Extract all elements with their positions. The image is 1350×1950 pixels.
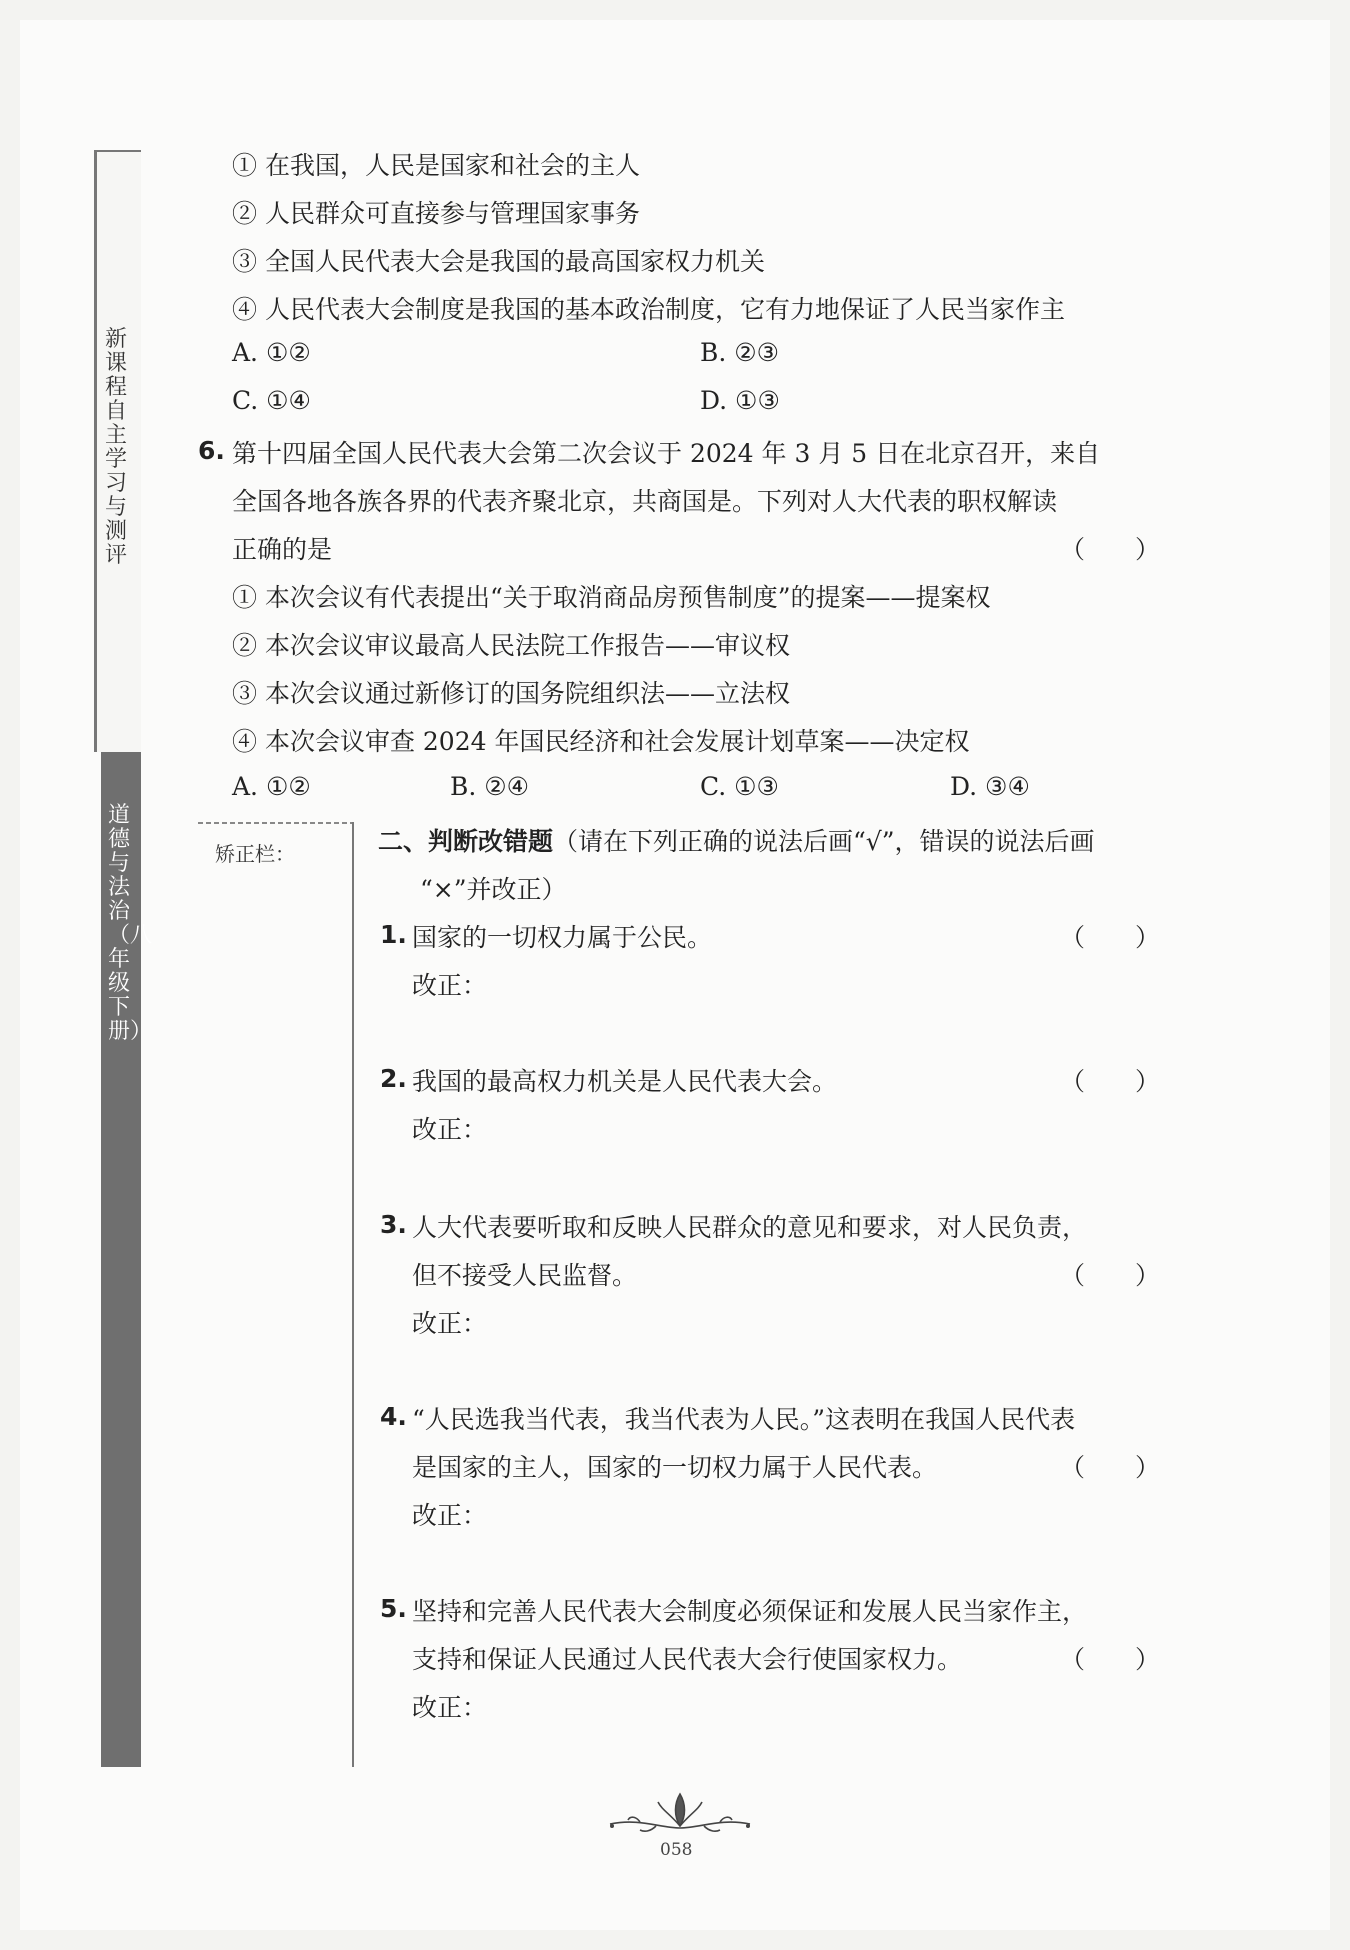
correction-column-rule xyxy=(352,822,354,1767)
book-series-title: 新课程自主学习与测评 xyxy=(105,327,128,568)
q6-option-c: C. ①③ xyxy=(700,772,779,801)
q6-item-1: ① 本次会议有代表提出“关于取消商品房预售制度”的提案——提案权 xyxy=(232,583,991,612)
page-number: 058 xyxy=(660,1840,693,1860)
judge-3-number: 3. xyxy=(380,1210,407,1239)
q5-item-2: ② 人民群众可直接参与管理国家事务 xyxy=(232,199,640,228)
judge-2-answer-blank: （ ） xyxy=(1060,1067,1161,1096)
q6-item-2: ② 本次会议审议最高人民法院工作报告——审议权 xyxy=(232,631,790,660)
judge-5-answer-blank: （ ） xyxy=(1060,1645,1161,1674)
judge-4-fix-label: 改正： xyxy=(412,1501,488,1530)
section2-heading xyxy=(378,822,1095,858)
judge-1-fix-label: 改正： xyxy=(412,971,488,1000)
judge-1-number: 1. xyxy=(380,920,407,949)
judge-4-line1: “人民选我当代表，我当代表为人民。”这表明在我国人民代表 xyxy=(412,1405,1076,1434)
judge-3-line1: 人大代表要听取和反映人民群众的意见和要求，对人民负责， xyxy=(412,1213,1088,1242)
correction-column-label: 矫正栏： xyxy=(215,842,295,866)
judge-4-answer-blank: （ ） xyxy=(1060,1453,1161,1482)
judge-4-number: 4. xyxy=(380,1402,407,1431)
q6-item-3: ③ 本次会议通过新修订的国务院组织法——立法权 xyxy=(232,679,790,708)
q5-item-4: ④ 人民代表大会制度是我国的基本政治制度，它有力地保证了人民当家作主 xyxy=(232,295,1065,324)
q6-stem-line2: 全国各地各族各界的代表齐聚北京，共商国是。下列对人大代表的职权解读 xyxy=(232,487,1058,516)
judge-4-line2: 是国家的主人，国家的一切权力属于人民代表。 xyxy=(412,1453,938,1482)
judge-5-line2: 支持和保证人民通过人民代表大会行使国家权力。 xyxy=(412,1645,963,1674)
q6-option-a: A. ①② xyxy=(232,772,311,801)
q5-option-d: D. ①③ xyxy=(700,386,780,415)
q5-item-3: ③ 全国人民代表大会是我国的最高国家权力机关 xyxy=(232,247,765,276)
judge-5-line1: 坚持和完善人民代表大会制度必须保证和发展人民当家作主， xyxy=(412,1597,1088,1626)
judge-3-fix-label: 改正： xyxy=(412,1309,488,1338)
judge-3-answer-blank: （ ） xyxy=(1060,1261,1161,1290)
section2-instruction-line1: （请在下列正确的说法后画“√”，错误的说法后画 xyxy=(553,827,1095,856)
q5-option-b: B. ②③ xyxy=(700,338,780,367)
judge-3-line2: 但不接受人民监督。 xyxy=(412,1261,638,1290)
q5-option-a: A. ①② xyxy=(232,338,311,367)
correction-divider xyxy=(198,822,354,824)
q6-answer-blank: （ ） xyxy=(1060,535,1161,564)
judge-2-fix-label: 改正： xyxy=(412,1115,488,1144)
judge-1-line1: 国家的一切权力属于公民。 xyxy=(412,923,713,952)
judge-2-number: 2. xyxy=(380,1064,407,1093)
section2-instruction-line2: “×”并改正） xyxy=(420,875,567,904)
q6-number: 6. xyxy=(198,436,225,465)
footer-ornament-icon xyxy=(600,1788,760,1838)
sidebar-top-tab xyxy=(94,150,141,752)
subject-title: 道德与法治（八年级下册） xyxy=(108,803,153,1044)
q6-option-d: D. ③④ xyxy=(950,772,1030,801)
q6-option-b: B. ②④ xyxy=(450,772,530,801)
judge-2-line1: 我国的最高权力机关是人民代表大会。 xyxy=(412,1067,838,1096)
q5-item-1: ① 在我国，人民是国家和社会的主人 xyxy=(232,151,640,180)
q6-item-4: ④ 本次会议审查 2024 年国民经济和社会发展计划草案——决定权 xyxy=(232,727,970,756)
q5-option-c: C. ①④ xyxy=(232,386,311,415)
judge-5-fix-label: 改正： xyxy=(412,1693,488,1722)
judge-5-number: 5. xyxy=(380,1594,407,1623)
judge-1-answer-blank: （ ） xyxy=(1060,923,1161,952)
section2-title: 二、判断改错题 xyxy=(378,827,554,856)
q6-stem-line3: 正确的是 xyxy=(232,535,333,564)
q6-stem-line1: 第十四届全国人民代表大会第二次会议于 2024 年 3 月 5 日在北京召开，来自 xyxy=(232,439,1101,468)
sidebar-bottom-tab xyxy=(101,752,153,1767)
